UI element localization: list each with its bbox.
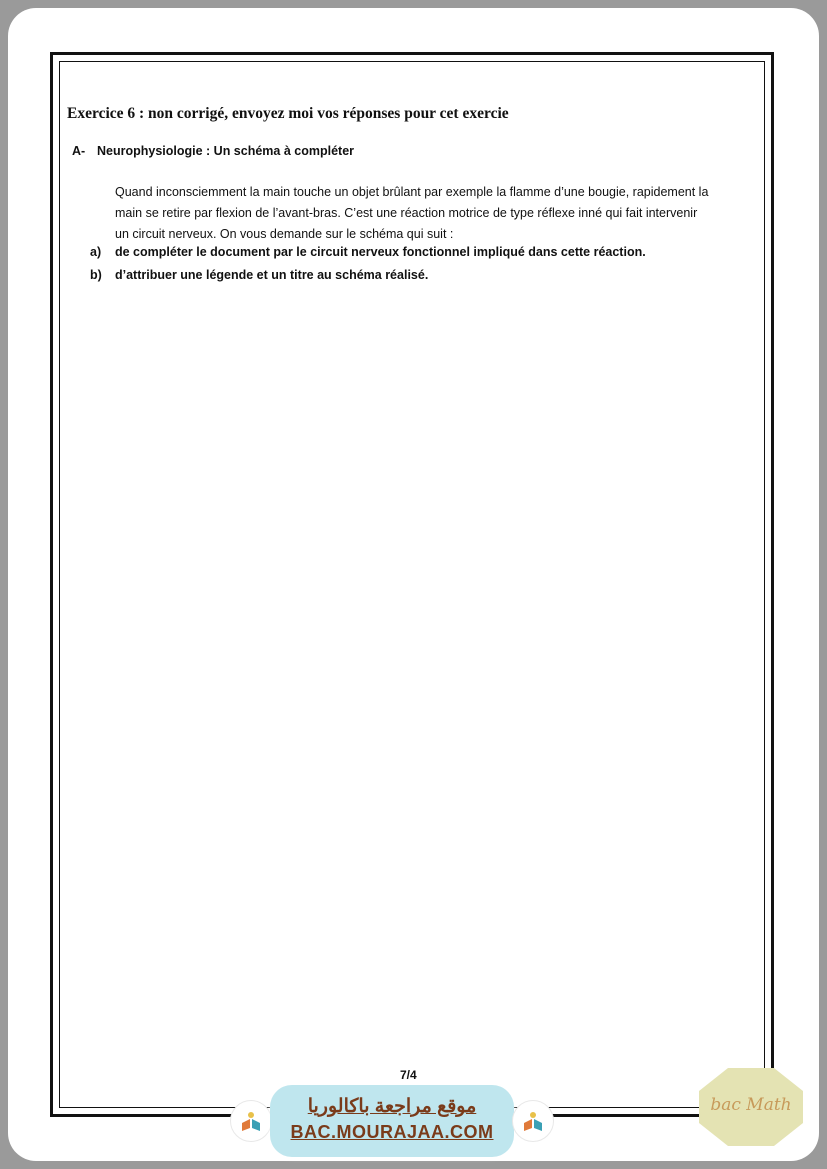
paragraph-line: main se retire par flexion de l’avant-bras. C’est une réaction motrice de type réflexe inné qui fait intervenir (115, 206, 698, 220)
book-logo-icon (521, 1109, 545, 1133)
bac-math-badge[interactable] (698, 1067, 804, 1147)
banner-arabic-title[interactable]: موقع مراجعة باكالوريا (307, 1096, 477, 1117)
exercise-paragraph (115, 182, 760, 245)
site-logo-left[interactable] (230, 1100, 272, 1142)
section-marker: A- (72, 144, 86, 158)
task-item-b (90, 268, 428, 282)
exercise-title: Exercice 6 : non corrigé, envoyez moi vos réponses pour cet exercie (67, 105, 509, 122)
site-logo-right[interactable] (512, 1100, 554, 1142)
paragraph-line: un circuit nerveux. On vous demande sur le schéma qui suit : (115, 227, 454, 241)
site-banner[interactable] (270, 1085, 514, 1157)
section-title: Neurophysiologie : Un schéma à compléter (97, 144, 355, 158)
task-text: de compléter le document par le circuit nerveux fonctionnel impliqué dans cette réaction. (115, 245, 646, 259)
book-logo-icon (239, 1109, 263, 1133)
banner-url-link[interactable]: BAC.MOURAJAA.COM (290, 1122, 494, 1142)
task-item-a (90, 245, 646, 259)
section-heading (72, 144, 354, 158)
page-number: 7/4 (400, 1068, 417, 1082)
task-letter: a) (90, 245, 102, 259)
task-letter: b) (90, 268, 102, 282)
paragraph-line: Quand inconsciemment la main touche un objet brûlant par exemple la flamme d’une bougie, rapidement la (115, 185, 709, 199)
task-text: d’attribuer une légende et un titre au schéma réalisé. (115, 268, 429, 282)
badge-text: bac Math (710, 1095, 792, 1115)
